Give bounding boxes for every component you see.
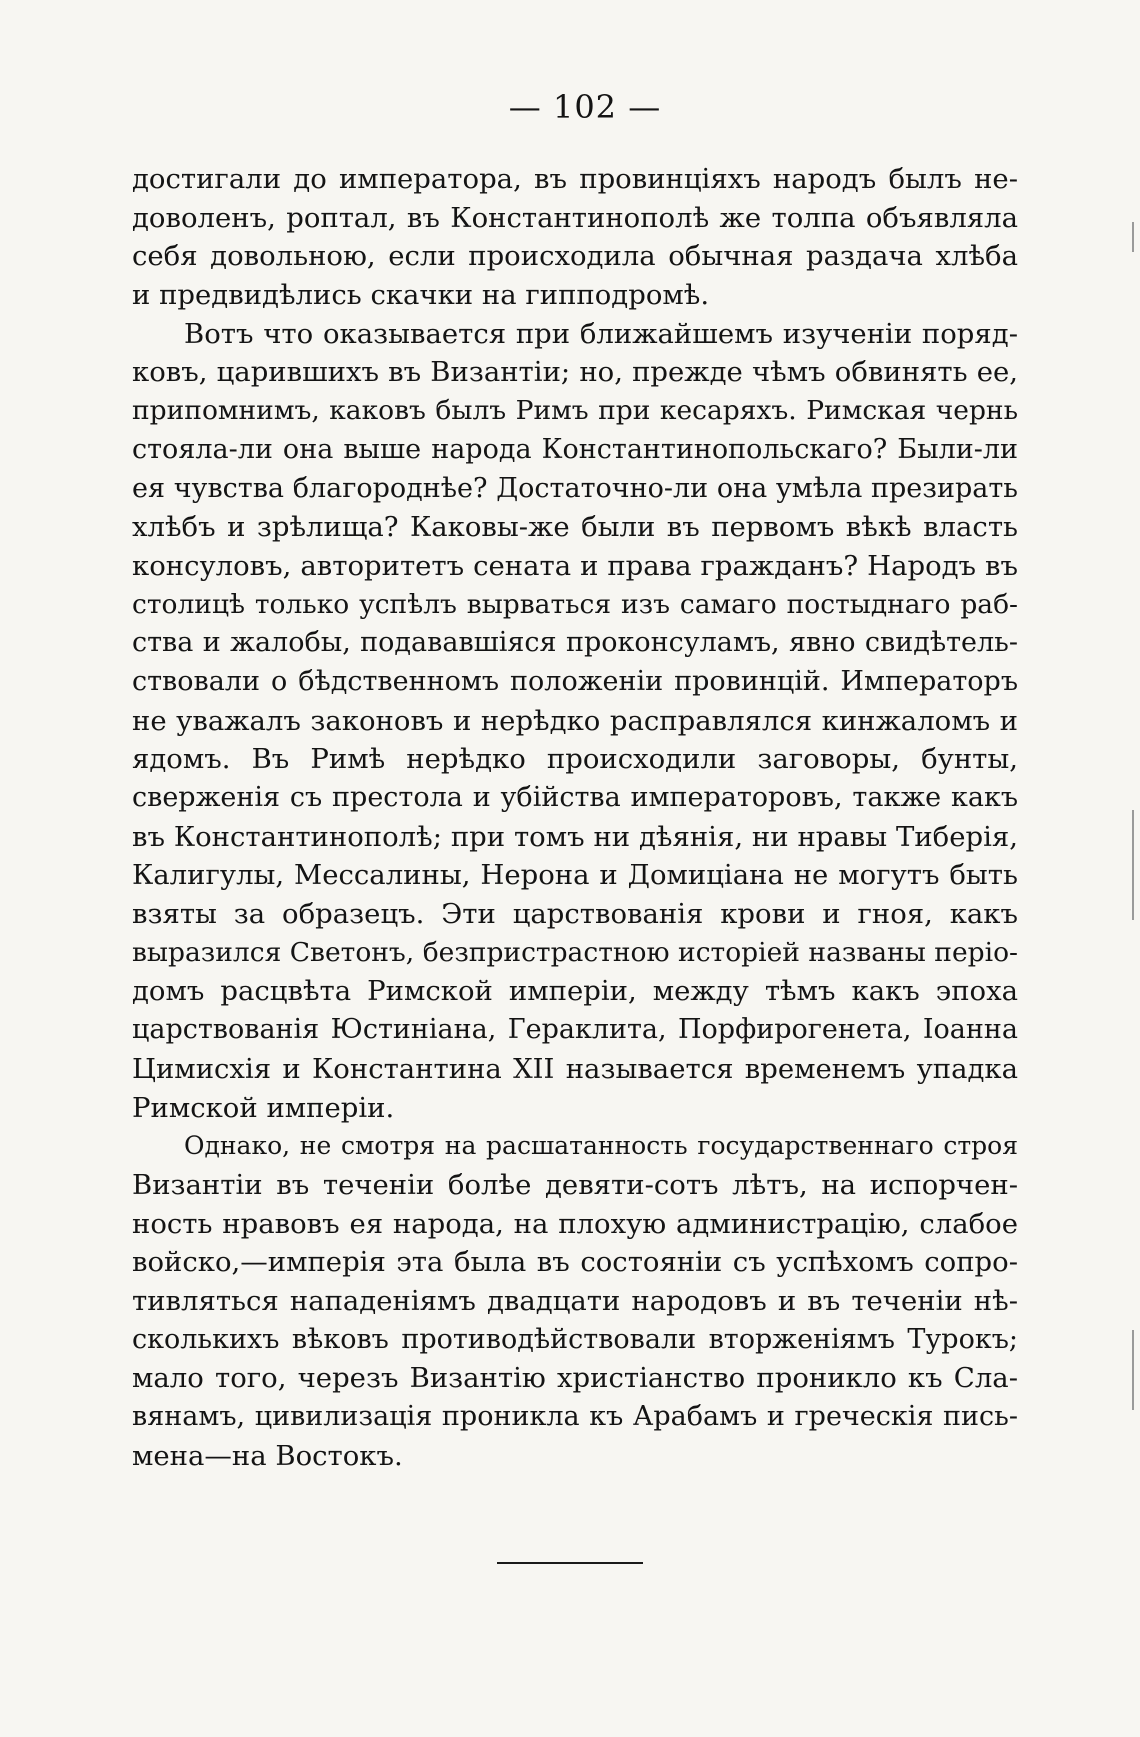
text-line: мало того, черезъ Византію христіанство проникло къ Сла- bbox=[132, 1362, 1018, 1395]
text-line: ствовали о бѣдственномъ положеніи провинцій. Императоръ bbox=[132, 665, 1018, 697]
text-line: выразился Светонъ, безпристрастною исторіей названы періо- bbox=[132, 936, 1018, 968]
text-line: взяты за образецъ. Эти царствованія крови и гноя, какъ bbox=[132, 898, 1018, 931]
text-line: консуловъ, авторитетъ сената и права гражданъ? Народъ въ bbox=[132, 549, 1018, 582]
paragraph-2 bbox=[132, 315, 1018, 1127]
paragraph-1 bbox=[132, 160, 1018, 315]
text-line: себя довольною, если происходила обычная раздача хлѣба bbox=[132, 240, 1018, 273]
text-line: сверженія съ престола и убійства императоровъ, также какъ bbox=[132, 782, 1018, 813]
paragraph-3 bbox=[132, 1127, 1018, 1475]
text-line: Цимисхія и Константина XII называется временемъ упадка bbox=[132, 1052, 1018, 1085]
text-line: хлѣбъ и зрѣлища? Каковы-же были въ первомъ вѣкѣ власть bbox=[132, 511, 1018, 544]
text-line: Вотъ что оказывается при ближайшемъ изученіи поряд- bbox=[184, 317, 1018, 350]
end-rule bbox=[497, 1562, 643, 1564]
text-line: ства и жалобы, подававшіяся проконсуламъ, явно свидѣтель- bbox=[132, 627, 1018, 659]
scan-edge-mark bbox=[1132, 1330, 1134, 1410]
text-line: Римской имперіи. bbox=[132, 1091, 395, 1124]
text-line: ея чувства благороднѣе? Достаточно-ли она умѣла презирать bbox=[132, 472, 1018, 504]
text-line: мена—на Востокъ. bbox=[132, 1439, 403, 1472]
text-line: сколькихъ вѣковъ противодѣйствовали вторженіямъ Турокъ; bbox=[132, 1323, 1018, 1355]
text-line: Византіи въ теченіи болѣе девяти-сотъ лѣтъ, на испорчен- bbox=[132, 1168, 1018, 1201]
text-line: Однако, не смотря на расшатанность государственнаго строя bbox=[184, 1131, 1018, 1161]
page-number: — 102 — bbox=[508, 88, 662, 126]
text-line: ядомъ. Въ Римѣ нерѣдко происходили заговоры, бунты, bbox=[132, 743, 1018, 776]
text-line: Калигулы, Мессалины, Нерона и Домиціана не могутъ быть bbox=[132, 859, 1018, 892]
text-line: и предвидѣлись скачки на гипподромѣ. bbox=[132, 279, 710, 312]
text-line: ковъ, царившихъ въ Византіи; но, прежде чѣмъ обвинять ее, bbox=[132, 356, 1018, 389]
text-line: войско,—имперія эта была въ состояніи съ успѣхомъ сопро- bbox=[132, 1246, 1018, 1279]
text-line: ность нравовъ ея народа, на плохую администрацію, слабое bbox=[132, 1207, 1018, 1240]
text-line: домъ расцвѣта Римской имперіи, между тѣмъ какъ эпоха bbox=[132, 975, 1018, 1008]
text-line: тивляться нападеніямъ двадцати народовъ и въ теченіи нѣ- bbox=[132, 1284, 1018, 1317]
text-line: столицѣ только успѣлъ вырваться изъ самаго постыднаго раб- bbox=[132, 588, 1018, 620]
text-line: стояла-ли она выше народа Константинопольскаго? Были-ли bbox=[132, 433, 1018, 465]
scan-edge-mark bbox=[1132, 222, 1134, 252]
text-line: достигали до императора, въ провинціяхъ народъ былъ не- bbox=[132, 163, 1018, 195]
text-line: припомнимъ, каковъ былъ Римъ при кесаряхъ. Римская чернь bbox=[132, 395, 1018, 427]
body-text bbox=[132, 160, 1018, 1475]
text-line: вянамъ, цивилизація проникла къ Арабамъ и греческія пись- bbox=[132, 1401, 1018, 1432]
text-line: въ Константинополѣ; при томъ ни дѣянія, ни нравы Тиберія, bbox=[132, 820, 1018, 853]
text-line: царствованія Юстиніана, Гераклита, Порфирогенета, Іоанна bbox=[132, 1014, 1018, 1046]
scan-edge-mark bbox=[1132, 810, 1134, 920]
text-line: не уважалъ законовъ и нерѣдко расправлялся кинжаломъ и bbox=[132, 704, 1018, 737]
text-line: доволенъ, роптал, въ Константинополѣ же толпа объявляла bbox=[132, 201, 1018, 234]
